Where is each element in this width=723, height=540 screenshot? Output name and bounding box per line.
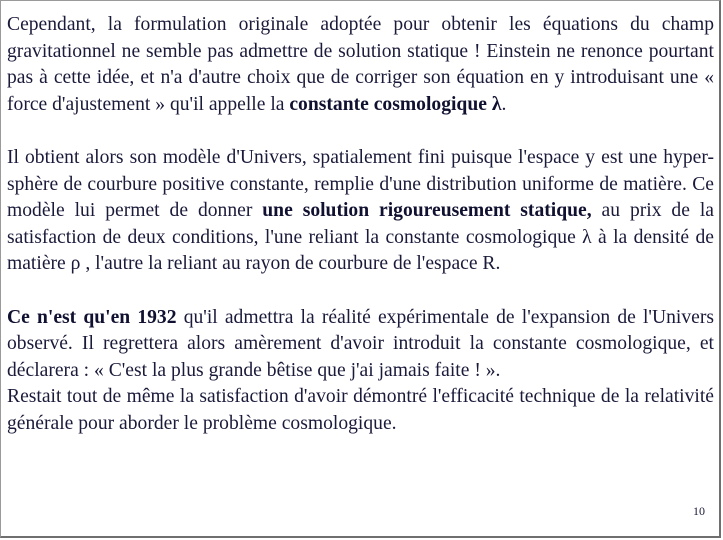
static-solution-term: une solution rigoureusement statique, (262, 200, 592, 222)
paragraph-text-end: . (501, 93, 507, 115)
paragraph-text: qu'il admettra la réalité expérimentale de l'expansion de l'Univers observé. Il regrettera alors amèrement d'avoir introduit la constante cosmologique, et déclarera : « C'est la plus grande bêtise que j'ai jamais faite ! ». (7, 306, 714, 381)
paragraph-conclusion (7, 384, 714, 437)
paragraph-text: Cependant, la formulation originale adoptée pour obtenir les équations du champ gravitationnel ne semble pas admettre de solution statique ! Einstein ne renonce pourtant pas à cette idée, et n'a d'autre choix que de corriger son équation en y introduisant une « force d'ajustement » qu'il appelle la (7, 14, 714, 115)
year-1932-term: Ce n'est qu'en 1932 (7, 306, 177, 328)
paragraph-universe-model (7, 145, 714, 278)
paragraph-spacer (7, 278, 714, 305)
cosmological-constant-term: constante cosmologique λ (289, 93, 502, 115)
paragraph-expansion-1932 (7, 305, 714, 385)
page-number: 10 (693, 504, 705, 518)
paragraph-text-end: au prix de la satisfaction de deux conditions, l'une reliant la constante cosmologique λ à la densité de matière ρ , l'autre la reliant au rayon de courbure de l'espace R. (7, 200, 714, 275)
paragraph-static-solution (7, 12, 714, 118)
slide-content (7, 12, 714, 438)
paragraph-text: Il obtient alors son modèle d'Univers, spatialement fini puisque l'espace y est une hyper-sphère de courbure positive constante, remplie d'une distribution uniforme de matière. Ce modèle lui permet de donner (7, 146, 714, 222)
paragraph-spacer (7, 118, 714, 145)
paragraph-text: Restait tout de même la satisfaction d'avoir démontré l'efficacité technique de la relativité générale pour aborder le problème cosmologique. (7, 386, 714, 434)
